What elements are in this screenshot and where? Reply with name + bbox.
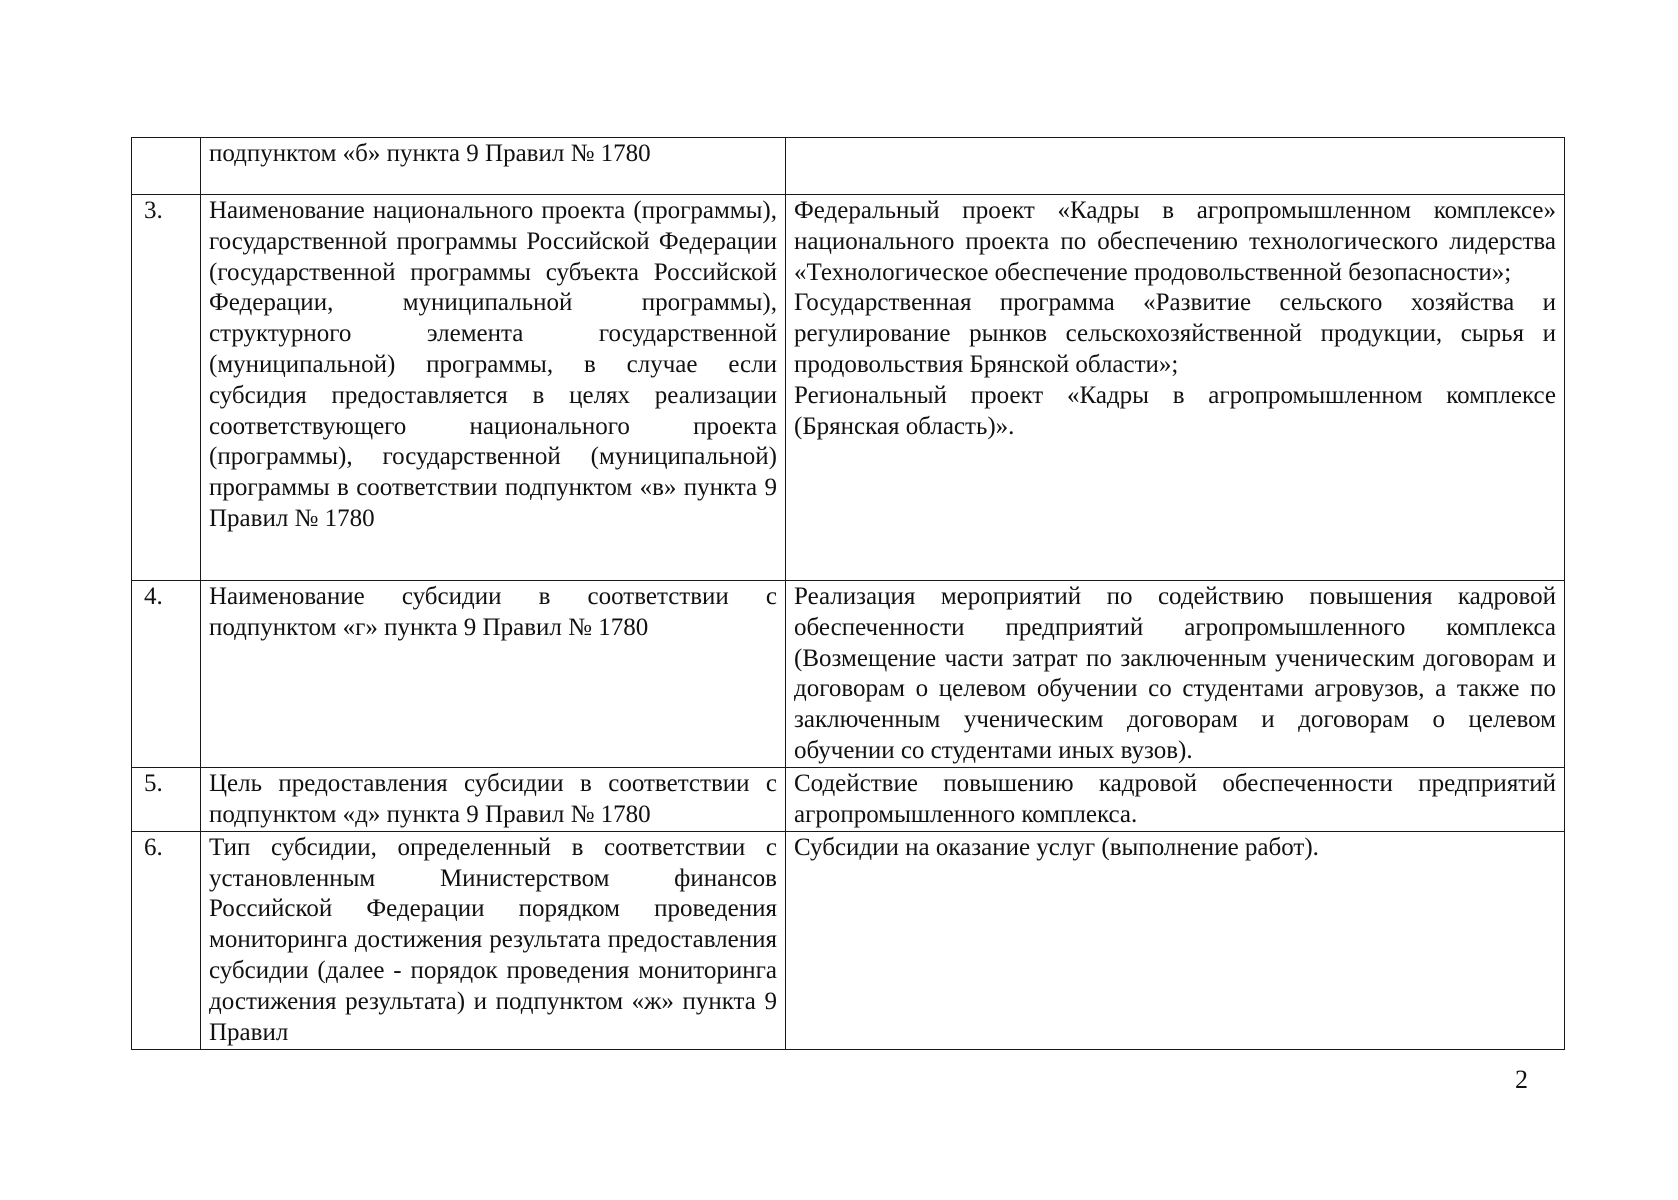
row-value [786, 138, 1565, 195]
table-row [132, 138, 1565, 195]
row-number: 4. [132, 581, 201, 768]
row-value-paragraph: Государственная программа «Развитие сельского хозяйства и регулирование рынков сельскохозяйственной продукции, сырья и продовольствия Брянской области»; [794, 289, 1556, 378]
table-row [132, 195, 1565, 581]
row-value-paragraph: Федеральный проект «Кадры в агропромышленном комплексе» национального проекта по обеспечению технологического лидерства «Технологическое обеспечение продовольственной безопасности»; [794, 197, 1556, 286]
row-label: Наименование субсидии в соответствии с подпунктом «г» пункта 9 Правил № 1780 [201, 581, 786, 768]
page-number: 2 [1515, 1065, 1528, 1094]
row-number: 3. [132, 195, 201, 581]
row-value: Субсидии на оказание услуг (выполнение работ). [786, 831, 1565, 1049]
row-number [132, 138, 201, 195]
row-value: Реализация мероприятий по содействию повышения кадровой обеспеченности предприятий агропромышленного комплекса (Возмещение части затрат по заключенным ученическим договорам и договорам о целевом обучении со студентами агровузов, а также по заключенным ученическим договорам и договорам о целевом обучении со студентами иных вузов). [786, 581, 1565, 768]
row-value [786, 195, 1565, 581]
document-table [131, 137, 1565, 1050]
row-label: подпунктом «б» пункта 9 Правил № 1780 [201, 138, 786, 195]
row-number: 6. [132, 831, 201, 1049]
row-label: Наименование национального проекта (программы), государственной программы Российской Федерации (государственной программы субъекта Российской Федерации, муниципальной программы), структурного элемента государственной (муниципальной) программы, в случае если субсидия предоставляется в целях реализации соответствующего национального проекта (программы), государственной (муниципальной) программы в соответствии подпунктом «в» пункта 9 Правил № 1780 [201, 195, 786, 581]
table-row [132, 831, 1565, 1049]
table-row [132, 767, 1565, 831]
table-row [132, 581, 1565, 768]
row-value-paragraph: Региональный проект «Кадры в агропромышленном комплексе (Брянская область)». [794, 381, 1556, 440]
row-number: 5. [132, 767, 201, 831]
row-label: Цель предоставления субсидии в соответствии с подпунктом «д» пункта 9 Правил № 1780 [201, 767, 786, 831]
row-label: Тип субсидии, определенный в соответствии с установленным Министерством финансов Российской Федерации порядком проведения мониторинга достижения результата предоставления субсидии (далее - порядок проведения мониторинга достижения результата) и подпунктом «ж» пункта 9 Правил [201, 831, 786, 1049]
row-value: Содействие повышению кадровой обеспеченности предприятий агропромышленного комплекса. [786, 767, 1565, 831]
